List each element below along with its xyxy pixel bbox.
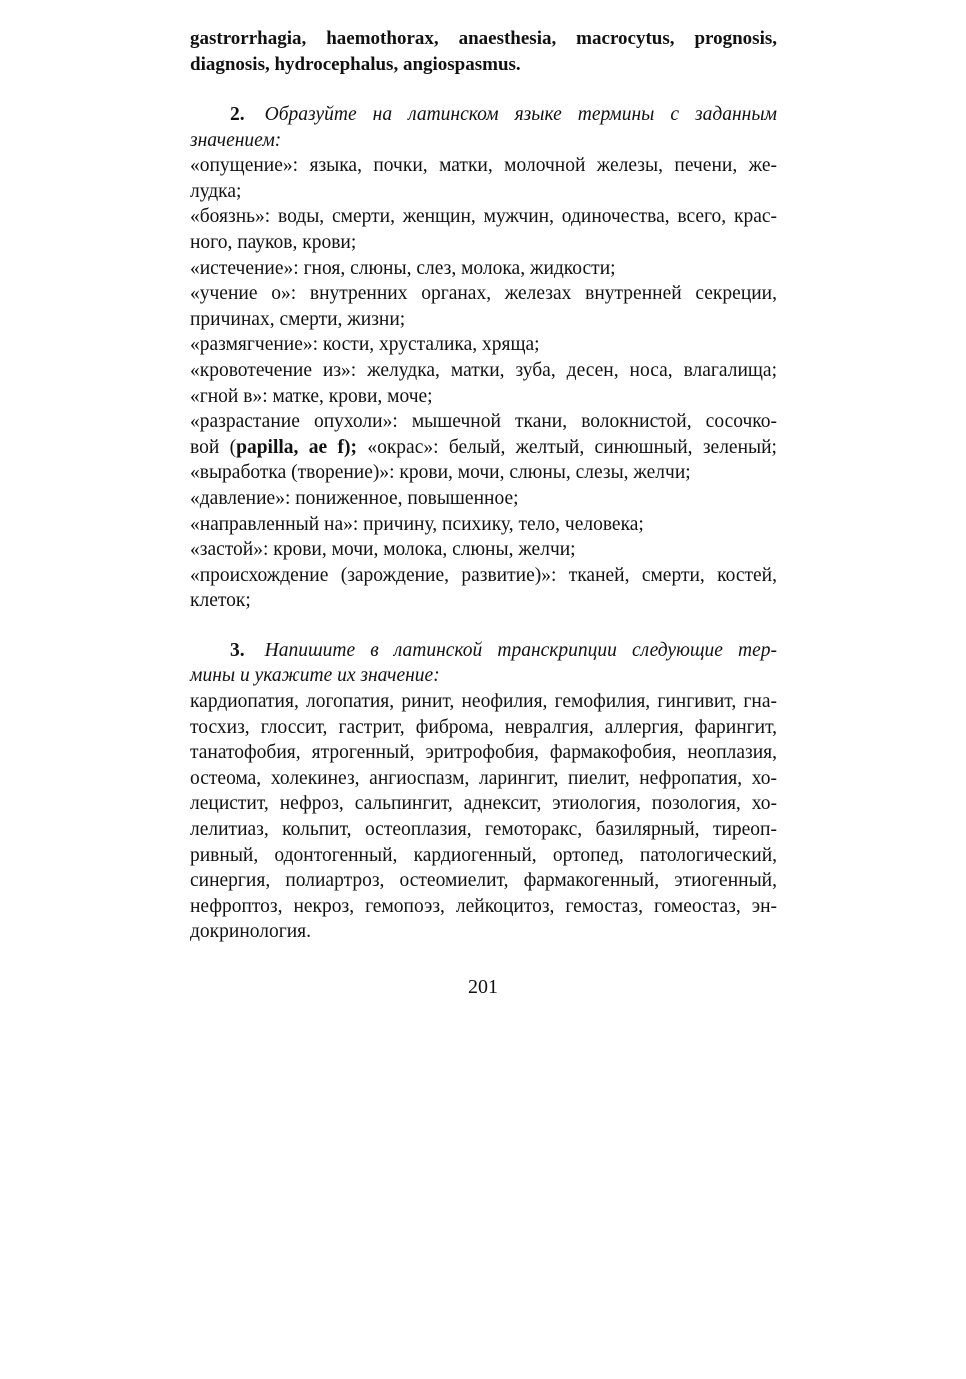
page-content <box>190 26 777 945</box>
task-2-line-papilla <box>190 435 777 461</box>
task-2-line: «застой»: крови, мочи, молока, слюны, желчи; <box>190 539 576 561</box>
task-2-line: «опущение»: языка, почки, матки, молочной железы, печени, же- <box>190 155 777 177</box>
task-2-line: «кровотечение из»: желудка, матки, зуба, десен, носа, влагалища; <box>190 359 777 381</box>
task-2-line: клеток; <box>190 590 251 612</box>
papilla-term: papilla, ae f); <box>236 436 357 458</box>
task-2-line: «выработка (творение)»: крови, мочи, слюны, слезы, желчи; <box>190 462 691 484</box>
task-2-line: «разрастание опухоли»: мышечной ткани, волокнистой, сосочко- <box>190 411 777 433</box>
task-3-line: лецистит, нефроз, сальпингит, аднексит, этиология, позология, хо- <box>190 793 777 815</box>
task-3-heading-line-1: Напишите в латинской транскрипции следующие тер- <box>264 639 777 661</box>
latin-terms-line-2: diagnosis, hydrocephalus, angiospasmus. <box>190 54 521 75</box>
task-2-number: 2. <box>230 104 245 125</box>
task-3-line: остеома, холекинез, ангиоспазм, ларингит, пиелит, нефропатия, хо- <box>190 767 777 789</box>
task-2-line: лудка; <box>190 180 242 202</box>
task-3-line: тосхиз, глоссит, гастрит, фиброма, невралгия, аллергия, фарингит, <box>190 716 777 738</box>
task-3-line: нефроптоз, некроз, гемопоэз, лейкоцитоз, гемостаз, гомеостаз, эн- <box>190 895 777 917</box>
task-2-line: ного, пауков, крови; <box>190 231 357 253</box>
task-2-line: причинах, смерти, жизни; <box>190 308 406 330</box>
task-2-line: «давление»: пониженное, повышенное; <box>190 487 519 509</box>
latin-terms-list <box>190 26 777 78</box>
task-2-heading <box>190 102 777 153</box>
task-2-line: «происхождение (зарождение, развитие)»: тканей, смерти, костей, <box>190 564 777 586</box>
task-2-heading-line-2: значением: <box>190 129 282 151</box>
task-2-line: «гной в»: матке, крови, моче; <box>190 385 433 407</box>
task-3-line: синергия, полиартроз, остеомиелит, фармакогенный, этиогенный, <box>190 870 777 892</box>
task-2-heading-line-1: Образуйте на латинском языке термины с заданным <box>264 104 777 125</box>
papilla-prefix: вой ( <box>190 436 237 458</box>
task-3-heading-line-2: мины и укажите их значение: <box>190 665 440 687</box>
task-3-heading <box>190 638 777 689</box>
page-number: 201 <box>468 976 498 998</box>
task-3-line: докринология. <box>190 921 312 943</box>
task-3-number: 3. <box>230 639 245 661</box>
task-3-line: кардиопатия, логопатия, ринит, неофилия, гемофилия, гингивит, гна- <box>190 691 777 713</box>
task-2-line: «истечение»: гноя, слюны, слез, молока, жидкости; <box>190 257 616 279</box>
task-3-line: танатофобия, ятрогенный, эритрофобия, фармакофобия, неоплазия, <box>190 742 777 764</box>
task-2-line: «учение о»: внутренних органах, железах внутренней секреции, <box>190 283 777 305</box>
latin-terms-line-1: gastrorrhagia, haemothorax, anaesthesia, macrocytus, prognosis, <box>190 28 777 49</box>
task-2-line: «боязнь»: воды, смерти, женщин, мужчин, одиночества, всего, крас- <box>190 206 777 228</box>
papilla-suffix: «окрас»: белый, желтый, синюшный, зеленый; <box>356 436 777 458</box>
task-3-line: лелитиаз, кольпит, остеоплазия, гемоторакс, базилярный, тиреоп- <box>190 819 777 841</box>
task-3 <box>190 638 777 945</box>
task-2 <box>190 102 777 614</box>
task-3-line: ривный, одонтогенный, кардиогенный, ортопед, патологический, <box>190 844 777 866</box>
task-2-line: «направленный на»: причину, психику, тело, человека; <box>190 513 644 535</box>
task-2-line: «размягчение»: кости, хрусталика, хряща; <box>190 334 540 356</box>
